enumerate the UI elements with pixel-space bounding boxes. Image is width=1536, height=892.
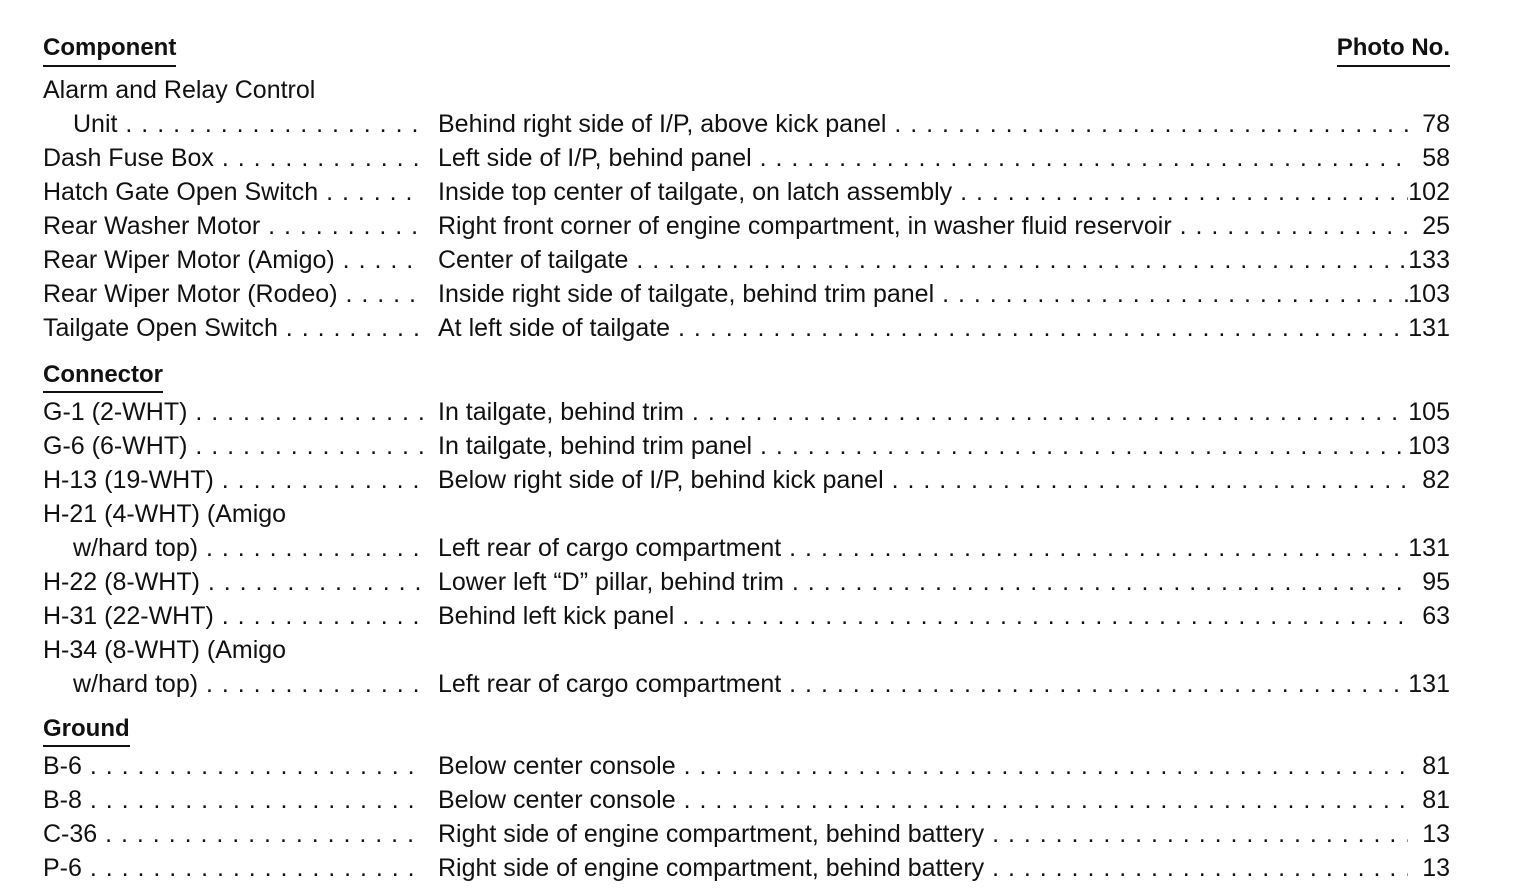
table-row [43,209,1450,243]
component-location: Inside right side of tailgate, behind trim panel . . . [438,277,1408,311]
component-location: Behind right side of I/P, above kick panel . . . [438,107,1408,141]
photo-number: 78 [1422,110,1450,138]
component-column-header: Component [43,31,176,67]
photo-number: 103 [1408,432,1450,460]
row-main-line [43,141,1450,175]
photo-number: 95 [1422,568,1450,596]
component-location: Left rear of cargo compartment . . . [438,531,1408,565]
photo-number: 103 [1408,280,1450,308]
component-location: Lower left “D” pillar, behind trim . . . [438,565,1408,599]
photo-number: 81 [1422,752,1450,780]
photo-number: 13 [1422,820,1450,848]
component-location: Below right side of I/P, behind kick panel . . . [438,463,1408,497]
row-main-line [43,277,1450,311]
component-location: In tailgate, behind trim . . . [438,395,1408,429]
photo-number: 63 [1422,602,1450,630]
component-location: In tailgate, behind trim panel . . . [438,429,1408,463]
component-location: At left side of tailgate . . . [438,311,1408,345]
row-prefix-line [43,633,1450,667]
row-main-line [43,749,1450,783]
row-prefix-line [43,497,1450,531]
table-row [43,311,1450,345]
photo-number: 131 [1408,670,1450,698]
row-main-line [43,175,1450,209]
photo-number: 131 [1408,534,1450,562]
component-location: Left side of I/P, behind panel . . . [438,141,1408,175]
component-name: Unit . . . [43,107,423,141]
component-location: Behind left kick panel . . . [438,599,1408,633]
component-name: Tailgate Open Switch . . . [43,311,423,345]
row-main-line [43,209,1450,243]
component-location: Below center console . . . [438,749,1408,783]
component-location: Inside top center of tailgate, on latch assembly . . . [438,175,1408,209]
row-main-line [43,565,1450,599]
component-name-first-line: H-21 (4-WHT) (Amigo [43,500,287,528]
photo-no-column-header: Photo No. [1337,31,1450,67]
photo-number: 102 [1408,178,1450,206]
component-name: Rear Washer Motor . . . [43,209,423,243]
component-name: C-36 . . . [43,817,423,851]
row-main-line [43,531,1450,565]
table-row [43,73,1450,141]
table-row [43,497,1450,565]
row-main-line [43,783,1450,817]
table-row [43,851,1450,885]
table-row [43,175,1450,209]
row-main-line [43,599,1450,633]
table-row [43,243,1450,277]
table-row [43,783,1450,817]
ground-section [43,711,1450,885]
row-main-line [43,851,1450,885]
section-title-connector: Connector [43,359,163,393]
row-main-line [43,311,1450,345]
table-row [43,141,1450,175]
component-location: Right side of engine compartment, behind battery . . . [438,817,1408,851]
table-row [43,817,1450,851]
table-header [43,31,1450,67]
component-name: H-31 (22-WHT) . . . [43,599,423,633]
component-location: Right side of engine compartment, behind battery . . . [438,851,1408,885]
component-name: H-22 (8-WHT) . . . [43,565,423,599]
row-main-line [43,395,1450,429]
row-main-line [43,243,1450,277]
table-row [43,633,1450,701]
section-title-ground: Ground [43,713,130,747]
component-name: w/hard top) . . . [43,531,423,565]
component-name: B-8 . . . [43,783,423,817]
component-name: w/hard top) . . . [43,667,423,701]
photo-number: 105 [1408,398,1450,426]
component-location: Center of tailgate . . . [438,243,1408,277]
component-name: H-13 (19-WHT) . . . [43,463,423,497]
photo-number: 131 [1408,314,1450,342]
component-name-first-line: H-34 (8-WHT) (Amigo [43,636,287,664]
component-name: Dash Fuse Box . . . [43,141,423,175]
components-section [43,73,1450,345]
table-row [43,463,1450,497]
photo-number: 82 [1422,466,1450,494]
row-prefix-line [43,73,1450,107]
component-location: Right front corner of engine compartment, in washer fluid reservoir . . . [438,209,1408,243]
row-main-line [43,463,1450,497]
photo-number: 81 [1422,786,1450,814]
component-name: B-6 . . . [43,749,423,783]
table-row [43,277,1450,311]
component-name: Rear Wiper Motor (Rodeo) . . . [43,277,423,311]
component-location: Below center console . . . [438,783,1408,817]
row-main-line [43,817,1450,851]
row-main-line [43,667,1450,701]
component-name: G-1 (2-WHT) . . . [43,395,423,429]
photo-number: 25 [1422,212,1450,240]
table-row [43,599,1450,633]
photo-number: 58 [1422,144,1450,172]
component-name: G-6 (6-WHT) . . . [43,429,423,463]
table-row [43,749,1450,783]
table-row [43,429,1450,463]
row-main-line [43,107,1450,141]
component-name: Rear Wiper Motor (Amigo) . . . [43,243,423,277]
connector-section [43,357,1450,701]
component-name: P-6 . . . [43,851,423,885]
table-row [43,565,1450,599]
row-main-line [43,429,1450,463]
photo-number: 133 [1408,246,1450,274]
table-row [43,395,1450,429]
component-location: Left rear of cargo compartment . . . [438,667,1408,701]
photo-number: 13 [1422,854,1450,882]
component-name-first-line: Alarm and Relay Control [43,76,316,104]
component-name: Hatch Gate Open Switch . . . [43,175,423,209]
